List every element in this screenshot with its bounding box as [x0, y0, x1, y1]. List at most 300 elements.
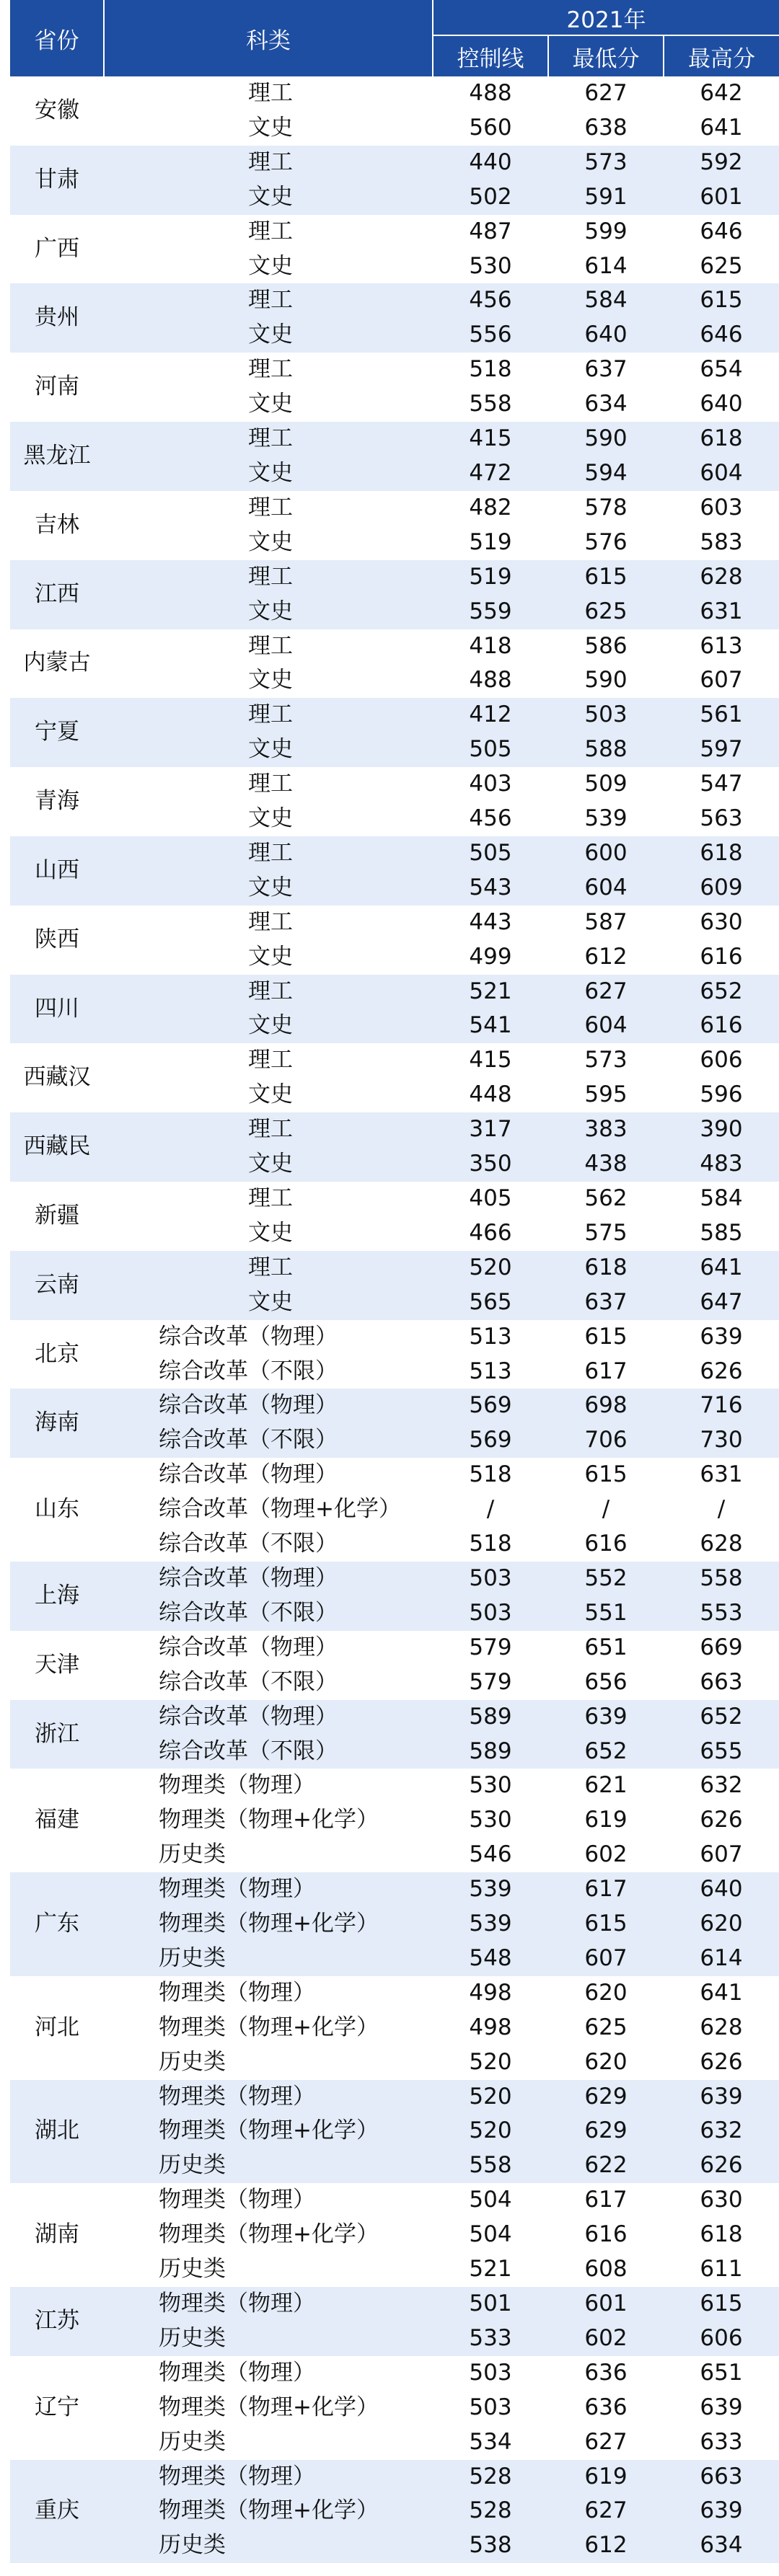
min-score-cell: 636 — [584, 2394, 628, 2420]
subject-column-cell — [104, 2011, 433, 2045]
table-row — [10, 2183, 779, 2218]
min-score-cell: 608 — [584, 2256, 628, 2283]
max-score-cell: 654 — [700, 356, 743, 383]
max-score-cell: 606 — [700, 1047, 743, 1074]
subject-column-cell — [104, 1423, 433, 1458]
province-group — [10, 2080, 779, 2184]
table-row — [10, 111, 779, 146]
province-cell: 贵州 — [35, 304, 79, 331]
table-row — [10, 353, 779, 387]
table-row — [10, 1907, 779, 1942]
province-cell: 上海 — [35, 1582, 79, 1608]
table-row — [10, 1320, 779, 1355]
table-header — [10, 0, 779, 76]
province-group — [10, 1562, 779, 1631]
subject-cell: 综合改革（不限） — [159, 1358, 338, 1384]
subject-column-cell — [104, 1838, 433, 1872]
table-row — [10, 215, 779, 249]
province-cell: 黑龙江 — [23, 443, 91, 469]
subject-cell: 物理类（物理+化学） — [159, 2221, 379, 2248]
subject-column-cell — [104, 249, 433, 284]
control-line-cell: 556 — [469, 322, 512, 348]
subject-column-cell — [104, 2287, 433, 2322]
province-group — [10, 1112, 779, 1182]
control-line-cell: 589 — [469, 1703, 512, 1730]
min-score-cell: 590 — [584, 425, 628, 452]
max-score-cell: 584 — [700, 1185, 743, 1211]
min-score-cell: 634 — [584, 391, 628, 417]
control-line-cell: 505 — [469, 736, 512, 763]
control-line-cell: 528 — [469, 2463, 512, 2489]
max-score-cell: / — [717, 1496, 726, 1523]
subject-column-cell — [104, 1147, 433, 1182]
province-cell: 湖北 — [35, 2117, 79, 2144]
control-line-cell: 560 — [469, 114, 512, 141]
subject-cell: 物理类（物理） — [159, 2463, 315, 2489]
control-line-cell: 534 — [469, 2428, 512, 2455]
max-score-cell: 628 — [700, 2014, 743, 2040]
max-score-cell: 626 — [700, 2152, 743, 2179]
table-row — [10, 1285, 779, 1320]
table-row — [10, 1735, 779, 1769]
min-score-cell: 604 — [584, 874, 628, 900]
control-line-cell: 487 — [469, 218, 512, 244]
max-score-cell: 597 — [700, 736, 743, 763]
province-cell: 西藏民 — [23, 1133, 91, 1160]
subject-column-cell — [104, 2322, 433, 2356]
max-score-cell: 614 — [700, 1944, 743, 1971]
control-line-cell: 498 — [469, 1979, 512, 2006]
min-score-cell: 601 — [584, 2290, 628, 2316]
subject-column-cell — [104, 2356, 433, 2391]
subject-cell: 理工 — [248, 563, 293, 590]
control-line-cell: 418 — [469, 632, 512, 659]
province-group — [10, 1043, 779, 1112]
subject-cell: 物理类（物理） — [159, 1979, 315, 2006]
table-row — [10, 283, 779, 318]
max-score-cell: 583 — [700, 528, 743, 555]
table-row — [10, 871, 779, 906]
max-score-cell: 563 — [700, 805, 743, 832]
subject-column-cell — [104, 1907, 433, 1942]
subject-column-cell — [104, 1562, 433, 1596]
province-group — [10, 215, 779, 284]
province-group — [10, 1182, 779, 1251]
table-row — [10, 1527, 779, 1562]
control-line-cell: 518 — [469, 1461, 512, 1488]
control-line-cell: 558 — [469, 2152, 512, 2179]
min-score-cell: 551 — [584, 1599, 628, 1626]
province-group — [10, 146, 779, 215]
table-row — [10, 1078, 779, 1112]
control-line-cell: 579 — [469, 1668, 512, 1695]
subject-cell: 综合改革（不限） — [159, 1738, 338, 1764]
subject-cell: 文史 — [248, 252, 293, 279]
subject-cell: 理工 — [248, 908, 293, 935]
min-score-cell: 615 — [584, 1911, 628, 1937]
subject-column-cell — [104, 2425, 433, 2460]
min-score-cell: 636 — [584, 2359, 628, 2386]
max-score-cell: 592 — [700, 149, 743, 175]
control-line-cell: 569 — [469, 1427, 512, 1453]
min-score-cell: 627 — [584, 978, 628, 1004]
province-cell: 吉林 — [35, 511, 79, 538]
subject-cell: 历史类 — [159, 1841, 226, 1868]
max-score-cell: 553 — [700, 1599, 743, 1626]
max-score-cell: 669 — [700, 1634, 743, 1660]
province-group — [10, 1976, 779, 2080]
subject-column-cell — [104, 2114, 433, 2148]
min-score-cell: 590 — [584, 667, 628, 694]
min-score-cell: 595 — [584, 1081, 628, 1108]
max-score-cell: 641 — [700, 1979, 743, 2006]
province-cell: 宁夏 — [35, 719, 79, 745]
table-row — [10, 146, 779, 180]
min-score-cell: 651 — [584, 1634, 628, 1660]
subject-column-cell — [104, 940, 433, 975]
subject-column-cell — [104, 1665, 433, 1700]
control-line-cell: 558 — [469, 391, 512, 417]
min-score-cell: 573 — [584, 149, 628, 175]
control-line-cell: 513 — [469, 1323, 512, 1350]
table-row — [10, 1976, 779, 2011]
table-row — [10, 1596, 779, 1631]
max-score-cell: 561 — [700, 701, 743, 728]
subject-column-cell — [104, 2252, 433, 2287]
table-row — [10, 2460, 779, 2495]
subject-column-cell — [104, 802, 433, 836]
subject-column-cell — [104, 906, 433, 940]
province-cell: 湖南 — [35, 2221, 79, 2248]
province-group — [10, 2356, 779, 2460]
table-row — [10, 76, 779, 111]
subject-cell: 历史类 — [159, 2048, 226, 2075]
subject-cell: 综合改革（物理） — [159, 1461, 338, 1488]
province-group — [10, 560, 779, 629]
province-group — [10, 353, 779, 422]
subject-column-cell — [104, 1769, 433, 1803]
subject-cell: 综合改革（物理） — [159, 1564, 338, 1591]
max-score-cell: 639 — [700, 2497, 743, 2524]
table-row — [10, 1562, 779, 1596]
subject-cell: 理工 — [248, 149, 293, 175]
subject-cell: 文史 — [248, 391, 293, 417]
max-score-cell: 631 — [700, 1461, 743, 1488]
subject-cell: 文史 — [248, 183, 293, 210]
subject-cell: 文史 — [248, 322, 293, 348]
max-score-cell: 620 — [700, 1911, 743, 1937]
min-score-cell: 640 — [584, 322, 628, 348]
province-group — [10, 2460, 779, 2564]
subject-column-cell — [104, 111, 433, 146]
subject-cell: 文史 — [248, 1219, 293, 1246]
subject-cell: 理工 — [248, 80, 293, 106]
subject-cell: 理工 — [248, 1116, 293, 1143]
min-score-cell: 615 — [584, 1461, 628, 1488]
min-score-cell: 591 — [584, 183, 628, 210]
subject-cell: 文史 — [248, 1151, 293, 1177]
control-line-cell: 503 — [469, 1599, 512, 1626]
subject-cell: 物理类（物理+化学） — [159, 2394, 379, 2420]
min-score-cell: 602 — [584, 1841, 628, 1868]
province-cell: 安徽 — [35, 97, 79, 123]
header-min-score: 最低分 — [548, 35, 664, 76]
control-line-cell: 443 — [469, 908, 512, 935]
control-line-cell: 520 — [469, 1254, 512, 1280]
control-line-cell: 539 — [469, 1911, 512, 1937]
province-cell: 广西 — [35, 235, 79, 262]
min-score-cell: 616 — [584, 2221, 628, 2248]
province-group — [10, 1389, 779, 1458]
min-score-cell: 629 — [584, 2083, 628, 2110]
table-row — [10, 629, 779, 664]
table-row — [10, 802, 779, 836]
min-score-cell: 600 — [584, 839, 628, 866]
control-line-cell: 498 — [469, 2014, 512, 2040]
control-line-cell: 589 — [469, 1738, 512, 1764]
control-line-cell: 521 — [469, 2256, 512, 2283]
table-row — [10, 1182, 779, 1216]
max-score-cell: 652 — [700, 1703, 743, 1730]
control-line-cell: 530 — [469, 1807, 512, 1833]
max-score-cell: 606 — [700, 2324, 743, 2351]
subject-column-cell — [104, 975, 433, 1009]
min-score-cell: 587 — [584, 908, 628, 935]
control-line-cell: 530 — [469, 1772, 512, 1799]
control-line-cell: 488 — [469, 80, 512, 106]
province-cell: 江苏 — [35, 2307, 79, 2334]
max-score-cell: 607 — [700, 1841, 743, 1868]
control-line-cell: 317 — [469, 1116, 512, 1143]
control-line-cell: 466 — [469, 1219, 512, 1246]
max-score-cell: 604 — [700, 459, 743, 486]
subject-column-cell — [104, 146, 433, 180]
control-line-cell: 528 — [469, 2497, 512, 2524]
max-score-cell: 626 — [700, 2048, 743, 2075]
max-score-cell: 631 — [700, 598, 743, 624]
subject-column-cell — [104, 2528, 433, 2563]
min-score-cell: 539 — [584, 805, 628, 832]
province-cell: 北京 — [35, 1340, 79, 1367]
min-score-cell: 625 — [584, 2014, 628, 2040]
table-row — [10, 2252, 779, 2287]
subject-column-cell — [104, 1596, 433, 1631]
subject-cell: 物理类（物理） — [159, 1772, 315, 1799]
subject-column-cell — [104, 836, 433, 871]
control-line-cell: 405 — [469, 1185, 512, 1211]
subject-cell: 综合改革（不限） — [159, 1531, 338, 1557]
subject-cell: 理工 — [248, 1254, 293, 1280]
table-row — [10, 1112, 779, 1147]
province-cell: 甘肃 — [35, 166, 79, 192]
subject-cell: 综合改革（物理） — [159, 1392, 338, 1419]
min-score-cell: 620 — [584, 1979, 628, 2006]
province-group — [10, 76, 779, 146]
subject-column-cell — [104, 871, 433, 906]
max-score-cell: 663 — [700, 2463, 743, 2489]
province-cell: 山东 — [35, 1496, 79, 1523]
subject-cell: 理工 — [248, 356, 293, 383]
province-cell: 广东 — [35, 1911, 79, 1937]
max-score-cell: 647 — [700, 1288, 743, 1315]
table-row — [10, 975, 779, 1009]
min-score-cell: 588 — [584, 736, 628, 763]
min-score-cell: 575 — [584, 1219, 628, 1246]
table-row — [10, 491, 779, 526]
max-score-cell: 639 — [700, 2083, 743, 2110]
control-line-cell: 440 — [469, 149, 512, 175]
min-score-cell: 639 — [584, 1703, 628, 1730]
subject-column-cell — [104, 1803, 433, 1838]
province-cell: 内蒙古 — [23, 650, 91, 676]
subject-column-cell — [104, 318, 433, 353]
max-score-cell: 618 — [700, 839, 743, 866]
subject-cell: 综合改革（不限） — [159, 1599, 338, 1626]
subject-column-cell — [104, 2183, 433, 2218]
subject-cell: 综合改革（物理） — [159, 1323, 338, 1350]
province-group — [10, 767, 779, 836]
subject-cell: 历史类 — [159, 2152, 226, 2179]
score-table — [10, 0, 779, 2563]
subject-column-cell — [104, 595, 433, 629]
control-line-cell: 519 — [469, 528, 512, 555]
table-row — [10, 387, 779, 422]
province-group — [10, 906, 779, 975]
subject-column-cell — [104, 215, 433, 249]
province-group — [10, 1458, 779, 1562]
subject-cell: 理工 — [248, 632, 293, 659]
max-score-cell: 626 — [700, 1807, 743, 1833]
control-line-cell: 519 — [469, 563, 512, 590]
max-score-cell: 611 — [700, 2256, 743, 2283]
max-score-cell: 615 — [700, 287, 743, 314]
subject-column-cell — [104, 491, 433, 526]
subject-cell: 理工 — [248, 701, 293, 728]
province-cell: 西藏汉 — [23, 1064, 91, 1091]
subject-cell: 物理类（物理+化学） — [159, 2497, 379, 2524]
max-score-cell: 616 — [700, 1012, 743, 1039]
control-line-cell: 456 — [469, 287, 512, 314]
control-line-cell: / — [486, 1496, 495, 1523]
table-row — [10, 2425, 779, 2460]
max-score-cell: 630 — [700, 2187, 743, 2213]
control-line-cell: 538 — [469, 2532, 512, 2559]
subject-cell: 文史 — [248, 943, 293, 970]
control-line-cell: 503 — [469, 2394, 512, 2420]
control-line-cell: 565 — [469, 1288, 512, 1315]
subject-cell: 文史 — [248, 805, 293, 832]
control-line-cell: 403 — [469, 771, 512, 797]
subject-column-cell — [104, 1355, 433, 1389]
subject-cell: 理工 — [248, 1047, 293, 1074]
max-score-cell: 646 — [700, 322, 743, 348]
table-row — [10, 2218, 779, 2252]
province-group — [10, 836, 779, 906]
max-score-cell: 641 — [700, 114, 743, 141]
subject-column-cell — [104, 2218, 433, 2252]
subject-cell: 综合改革（物理） — [159, 1703, 338, 1730]
subject-column-cell — [104, 2391, 433, 2425]
subject-column-cell — [104, 526, 433, 560]
province-cell: 江西 — [35, 580, 79, 607]
control-line-cell: 488 — [469, 667, 512, 694]
control-line-cell: 543 — [469, 874, 512, 900]
header-province: 省份 — [10, 0, 104, 76]
table-row — [10, 1423, 779, 1458]
subject-cell: 综合改革（物理） — [159, 1634, 338, 1660]
province-group — [10, 283, 779, 353]
table-row — [10, 1389, 779, 1423]
max-score-cell: 616 — [700, 943, 743, 970]
subject-cell: 历史类 — [159, 2532, 226, 2559]
min-score-cell: 578 — [584, 494, 628, 521]
subject-column-cell — [104, 1182, 433, 1216]
max-score-cell: 639 — [700, 1323, 743, 1350]
control-line-cell: 501 — [469, 2290, 512, 2316]
table-row — [10, 1942, 779, 1976]
table-row — [10, 180, 779, 215]
subject-column-cell — [104, 1527, 433, 1562]
max-score-cell: 483 — [700, 1151, 743, 1177]
min-score-cell: 618 — [584, 1254, 628, 1280]
table-row — [10, 318, 779, 353]
table-row — [10, 1043, 779, 1078]
subject-column-cell — [104, 1216, 433, 1251]
min-score-cell: 629 — [584, 2117, 628, 2144]
max-score-cell: 607 — [700, 667, 743, 694]
control-line-cell: 504 — [469, 2187, 512, 2213]
subject-column-cell — [104, 698, 433, 732]
min-score-cell: 552 — [584, 1564, 628, 1591]
subject-column-cell — [104, 629, 433, 664]
max-score-cell: 613 — [700, 632, 743, 659]
table-row — [10, 1458, 779, 1492]
subject-cell: 理工 — [248, 494, 293, 521]
min-score-cell: 622 — [584, 2152, 628, 2179]
min-score-cell: 509 — [584, 771, 628, 797]
subject-column-cell — [104, 1112, 433, 1147]
max-score-cell: 639 — [700, 2394, 743, 2420]
control-line-cell: 456 — [469, 805, 512, 832]
subject-column-cell — [104, 560, 433, 595]
subject-column-cell — [104, 2148, 433, 2183]
max-score-cell: 547 — [700, 771, 743, 797]
subject-column-cell — [104, 353, 433, 387]
control-line-cell: 482 — [469, 494, 512, 521]
control-line-cell: 502 — [469, 183, 512, 210]
min-score-cell: 615 — [584, 1323, 628, 1350]
subject-cell: 文史 — [248, 1288, 293, 1315]
subject-column-cell — [104, 387, 433, 422]
province-group — [10, 1700, 779, 1769]
subject-cell: 物理类（物理） — [159, 2290, 315, 2316]
subject-cell: 历史类 — [159, 2256, 226, 2283]
table-row — [10, 2045, 779, 2080]
subject-cell: 物理类（物理+化学） — [159, 2014, 379, 2040]
subject-column-cell — [104, 1631, 433, 1665]
table-row — [10, 1492, 779, 1527]
control-line-cell: 472 — [469, 459, 512, 486]
control-line-cell: 530 — [469, 252, 512, 279]
subject-cell: 综合改革（不限） — [159, 1427, 338, 1453]
table-row — [10, 2011, 779, 2045]
max-score-cell: 596 — [700, 1081, 743, 1108]
table-row — [10, 560, 779, 595]
max-score-cell: 646 — [700, 218, 743, 244]
control-line-cell: 415 — [469, 1047, 512, 1074]
min-score-cell: 383 — [584, 1116, 628, 1143]
min-score-cell: 584 — [584, 287, 628, 314]
